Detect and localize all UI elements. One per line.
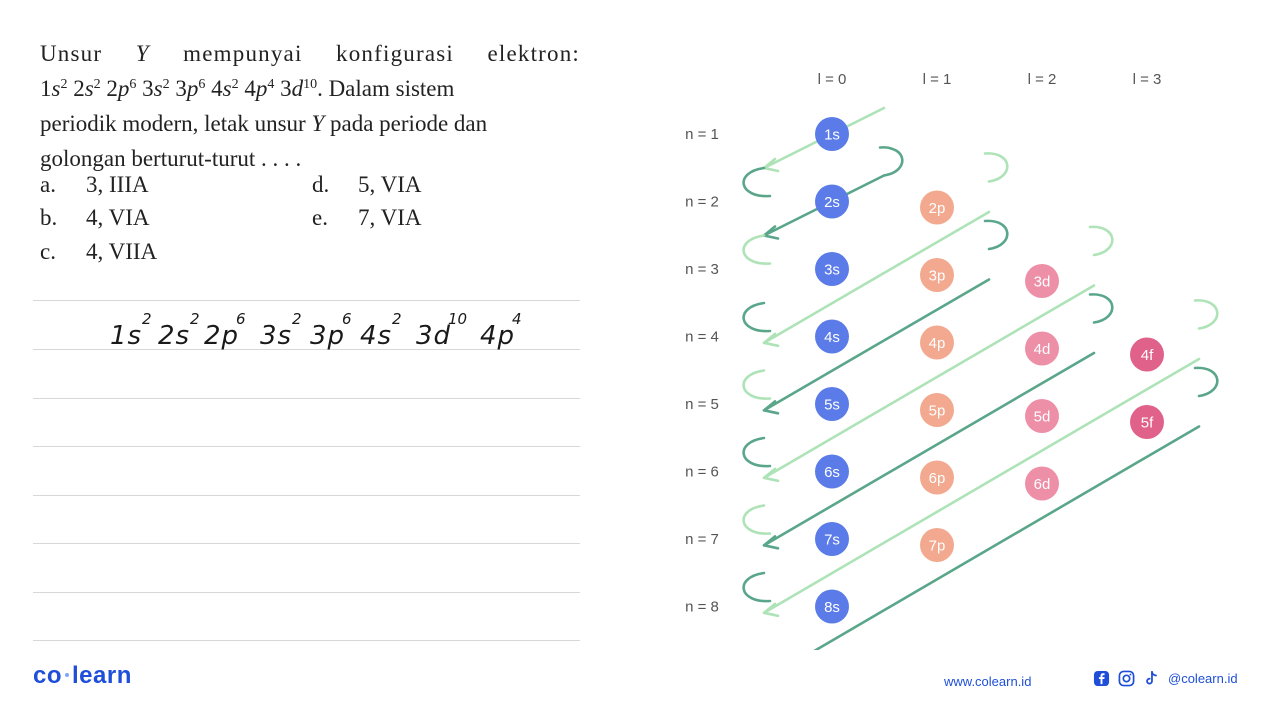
social-handle[interactable]: @colearn.id [1168, 671, 1238, 686]
option-b-text: 4, VIA [86, 205, 150, 230]
arrow-turn [744, 303, 770, 331]
handwritten-exponent: 2 [190, 310, 200, 328]
handwritten-term: 1s [110, 321, 143, 351]
config-term: $4p^4$ [244, 76, 275, 101]
orbital-label: 2s [824, 194, 840, 211]
config-term: $3d^{10}$ [280, 76, 318, 101]
handwritten-exponent: 6 [236, 310, 246, 328]
config-term: $3s^2$ [142, 76, 170, 101]
handwritten-term: 2s [158, 321, 191, 351]
orbital-label: 5s [824, 396, 840, 414]
handwritten-exponent: 2 [392, 310, 402, 328]
option-c[interactable] [40, 239, 157, 265]
ruled-line [33, 398, 580, 399]
electron-configuration [40, 76, 317, 101]
arrow-turn [744, 506, 770, 534]
orbital-label: 4d [1033, 341, 1051, 358]
question-line-2 [40, 71, 580, 106]
n-label: n = 2 [685, 193, 719, 211]
n-label: n = 5 [685, 396, 719, 413]
question-line-3 [40, 106, 580, 141]
orbital-label: 6d [1033, 476, 1051, 493]
n-label: n = 4 [685, 328, 719, 346]
n-label: n = 3 [685, 261, 719, 278]
l-label: l = 3 [1132, 71, 1162, 88]
aufbau-diagram-svg [660, 60, 1260, 650]
option-b[interactable] [40, 205, 149, 231]
handwritten-exponent: 10 [448, 310, 468, 328]
option-c-letter: c. [40, 239, 56, 264]
arrow-turn [744, 168, 770, 196]
option-a-text: 3, IIIA [86, 172, 149, 197]
website-link[interactable]: www.colearn.id [944, 674, 1032, 689]
question-line-4: golongan berturut-turut . . . . [40, 146, 302, 171]
question-line-1: Unsur Y mempunyai konfigurasi elektron: [40, 41, 581, 66]
handwritten-term: 2p [204, 321, 240, 351]
option-d-letter: d. [312, 172, 330, 197]
element-symbol-y: Y [311, 111, 325, 136]
l-label: l = 1 [922, 71, 952, 88]
aufbau-arrow [764, 279, 989, 410]
orbital-label: 4p [928, 335, 946, 352]
handwritten-exponent: 2 [292, 310, 302, 328]
option-e[interactable] [312, 205, 421, 231]
question-line-3-text: periodik modern, letak unsur Y pada periode dan [40, 111, 488, 136]
arrow-turn [1195, 368, 1217, 396]
option-d-text: 5, VIA [358, 172, 422, 197]
orbital-label: 8s [824, 599, 840, 616]
config-term: $3p^6$ [175, 76, 206, 101]
element-symbol-y: Y [135, 41, 150, 66]
aufbau-arrow [764, 212, 989, 343]
option-a[interactable] [40, 172, 149, 198]
orbital-label: 3d [1033, 273, 1051, 291]
arrow-turn [1090, 294, 1112, 322]
ruled-line [33, 300, 580, 301]
arrow-turn [744, 236, 770, 264]
question-text [40, 36, 580, 176]
orbital-label: 2p [928, 200, 946, 217]
handwritten-exponent: 2 [142, 310, 152, 328]
orbital-label: 4f [1140, 347, 1154, 364]
social-links [1093, 670, 1238, 687]
orbital-label: 6p [928, 470, 946, 487]
orbital-label: 7s [824, 531, 840, 549]
handwritten-exponent: 4 [512, 310, 522, 328]
config-term: $2s^2$ [73, 76, 101, 101]
orbital-label: 3s [824, 261, 840, 279]
handwritten-term: 3s [260, 321, 293, 351]
ruled-line [33, 640, 580, 641]
config-term: $4s^2$ [211, 76, 239, 101]
aufbau-diagram [660, 60, 1260, 650]
orbital-label: 5f [1140, 414, 1154, 432]
arrow-turn [744, 371, 770, 399]
config-term: $2p^6$ [106, 76, 137, 101]
question-line-2-tail: . Dalam sistem [317, 76, 455, 101]
ruled-line [33, 495, 580, 496]
arrow-turn [1090, 227, 1112, 255]
logo-learn: learn [72, 662, 132, 689]
n-label: n = 7 [685, 531, 719, 548]
arrow-turn [744, 573, 770, 601]
orbital-label: 7p [928, 537, 946, 555]
orbital-label: 5p [928, 402, 946, 420]
l-label: l = 0 [817, 71, 847, 88]
ruled-line [33, 446, 580, 447]
option-d[interactable] [312, 172, 421, 198]
option-c-text: 4, VIIA [86, 239, 158, 264]
option-e-letter: e. [312, 205, 328, 230]
logo-co: co [33, 662, 63, 689]
l-label: l = 2 [1027, 71, 1057, 88]
arrow-turn [1195, 300, 1217, 328]
orbital-label: 4s [824, 329, 840, 346]
option-a-letter: a. [40, 172, 56, 197]
option-e-text: 7, VIA [358, 205, 422, 230]
arrow-turn [985, 221, 1007, 249]
instagram-icon[interactable] [1118, 670, 1135, 687]
handwritten-configuration [110, 308, 570, 358]
colearn-logo [33, 662, 132, 690]
arrow-turn [744, 438, 770, 466]
n-label: n = 1 [685, 126, 719, 143]
config-term: $1s^2$ [40, 76, 68, 101]
orbital-label: 1s [824, 126, 840, 144]
orbital-label: 6s [824, 464, 840, 481]
orbital-label: 5d [1033, 408, 1051, 426]
tiktok-icon[interactable] [1143, 670, 1160, 687]
handwritten-term: 3p [310, 321, 346, 351]
arrow-turn [985, 153, 1007, 181]
orbital-label: 3p [928, 267, 946, 285]
option-b-letter: b. [40, 205, 58, 230]
ruled-line [33, 592, 580, 593]
n-label: n = 8 [685, 598, 719, 616]
n-label: n = 6 [685, 463, 719, 481]
handwritten-term: 4p [480, 321, 516, 351]
handwritten-exponent: 6 [342, 310, 352, 328]
facebook-icon[interactable] [1093, 670, 1110, 687]
handwritten-term: 4s [360, 321, 393, 351]
ruled-line [33, 543, 580, 544]
logo-dot [65, 673, 69, 677]
arrow-turn [880, 147, 902, 175]
handwritten-term: 3d [416, 321, 452, 351]
